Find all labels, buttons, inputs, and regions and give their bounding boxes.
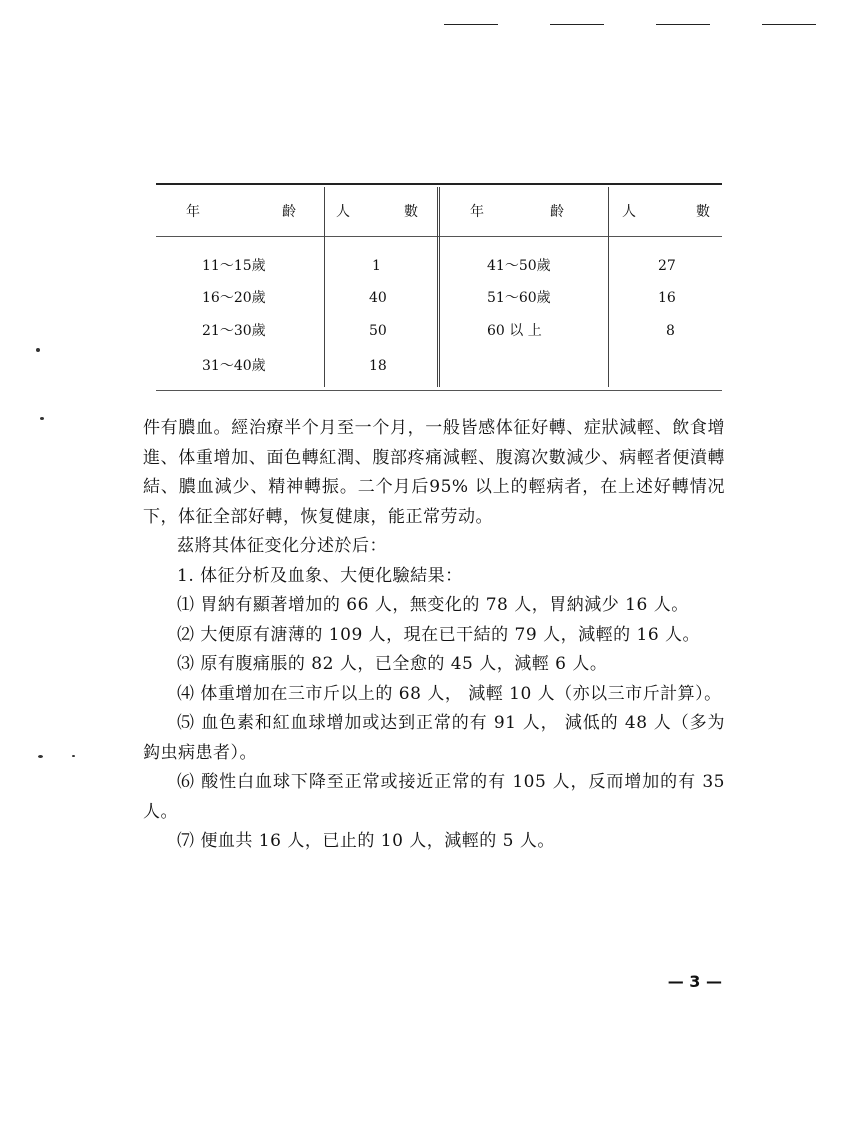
- column-divider: [324, 187, 325, 387]
- table-cell-count: 8: [666, 323, 675, 339]
- table-cell-age: 51～60歲: [487, 290, 551, 306]
- column-divider: [608, 187, 609, 387]
- list-item: ⑸ 血色素和紅血球增加或达到正常的有 91 人， 減低的 48 人（多为鈎虫病患者）。: [143, 713, 725, 763]
- header-age-left-2: 齡: [282, 204, 296, 220]
- table-bottom-rule: [156, 390, 722, 391]
- scan-speck: [38, 755, 43, 758]
- header-count-left-1: 人: [336, 204, 350, 220]
- header-age-right-1: 年: [470, 204, 484, 220]
- table-top-rule: [156, 183, 722, 185]
- table-cell-age: 16～20歲: [202, 290, 266, 306]
- page-number: — 3 —: [667, 972, 722, 991]
- table-cell-count: 16: [658, 290, 676, 306]
- header-age-right-2: 齡: [550, 204, 564, 220]
- column-divider-double: [437, 187, 440, 387]
- table-cell-count: 40: [369, 290, 387, 306]
- list-item: ⑴ 胃納有顯著增加的 66 人，無变化的 78 人，胃納減少 16 人。: [177, 595, 689, 615]
- table-cell-count: 1: [372, 258, 381, 274]
- age-distribution-table: [156, 183, 722, 392]
- header-count-right-1: 人: [622, 204, 636, 220]
- header-age-left-1: 年: [186, 204, 200, 220]
- top-rule-1: [444, 24, 498, 25]
- table-cell-age: 21～30歲: [202, 323, 266, 339]
- header-count-right-2: 數: [696, 204, 710, 220]
- section-heading: 1. 体征分析及血象、大便化驗結果：: [177, 565, 463, 586]
- paragraph-intro: 茲將其体征变化分述於后：: [177, 536, 387, 556]
- table-cell-count: 27: [658, 258, 676, 274]
- list-item: ⑷ 体重增加在三市斤以上的 68 人， 減輕 10 人（亦以三市斤計算）。: [177, 683, 722, 704]
- list-item: ⑶ 原有腹痛脹的 82 人，已全愈的 45 人，減輕 6 人。: [177, 654, 608, 674]
- body-text: [143, 414, 725, 857]
- scan-speck: [40, 417, 44, 420]
- paragraph-summary: 件有膿血。經治療半个月至一个月，一般皆感体征好轉、症狀減輕、飲食增進、体重增加、面色轉紅潤、腹部疼痛減輕、腹瀉次數減少、病輕者便濆轉結、膿血減少、精神轉振。二个月后95% 以上的輕病者，在上述好轉情况下，体征全部好轉，恢复健康，能正常劳动。: [143, 418, 725, 527]
- top-rule-2: [550, 24, 604, 25]
- table-cell-count: 50: [369, 323, 387, 339]
- scan-speck: [36, 348, 40, 352]
- table-cell-age: 11～15歲: [202, 258, 266, 274]
- list-item: ⑺ 便血共 16 人，已止的 10 人，減輕的 5 人。: [177, 831, 555, 851]
- list-item: ⑹ 酸性白血球下降至正常或接近正常的有 105 人，反而增加的有 35 人。: [143, 772, 725, 822]
- table-cell-count: 18: [369, 358, 387, 374]
- table-cell-age: 60 以 上: [487, 323, 542, 339]
- scan-speck: [72, 755, 75, 757]
- top-rule-3: [656, 24, 710, 25]
- top-rule-4: [762, 24, 816, 25]
- table-cell-age: 31～40歲: [202, 358, 266, 374]
- header-count-left-2: 數: [404, 204, 418, 220]
- table-cell-age: 41～50歲: [487, 258, 551, 274]
- list-item: ⑵ 大便原有溏薄的 109 人，現在已干結的 79 人，減輕的 16 人。: [177, 624, 701, 645]
